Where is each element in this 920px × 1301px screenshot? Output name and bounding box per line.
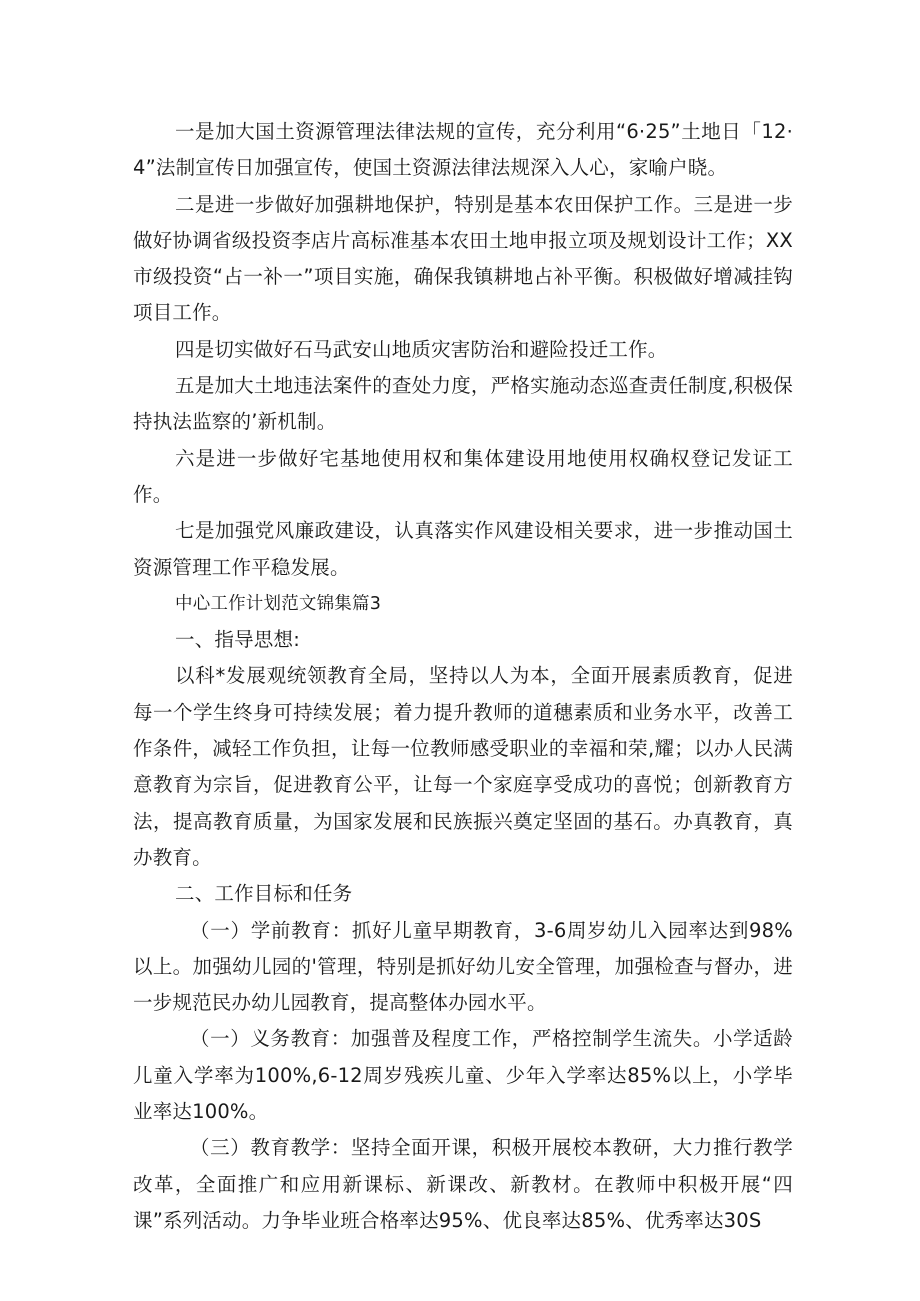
paragraph-land-law-publicity: 一是加大国土资源管理法律法规的宣传，充分利用“6·25”土地日「12·4”法制宣传日加强宣传，使国土资源法律法规深入人心，家喻户晓。 bbox=[133, 120, 793, 180]
heading-goals-tasks: 二、工作目标和任务 bbox=[175, 882, 353, 906]
paragraph-teaching: （三）教育教学：坚持全面开课，积极开展校本教研，大力推行教学改革，全面推广和应用新课标、新课改、新教材。在教师中积极开展“四课”系列活动。力争毕业班合格率达95%、优良率达85%、优秀率达30S bbox=[133, 1136, 793, 1232]
paragraph-preschool-education: （一）学前教育：抓好儿童早期教育，3-6周岁幼儿入园率达到98%以上。加强幼儿园的'管理，特别是抓好幼儿安全管理，加强检查与督办，进一步规范民办幼儿园教育，提高整体办园水平。 bbox=[133, 918, 793, 1015]
paragraph-farmland-protection: 二是进一步做好加强耕地保护，特别是基本农田保护工作。三是进一步做好协调省级投资李店片高标准基本农田土地申报立项及规划设计工作；XX市级投资“占一补一”项目实施，确保我镇耕地占补平衡。积极做好增减挂钩项目工作。 bbox=[133, 192, 793, 325]
paragraph-land-violation: 五是加大土地违法案件的查处力度，严格实施动态巡查责任制度,积极保持执法监察的’新机制。 bbox=[133, 374, 793, 434]
paragraph-compulsory-education: （一）义务教育：加强普及程度工作，严格控制学生流失。小学适龄儿童入学率为100%,6-12周岁残疾儿童、少年入学率达85%以上，小学毕业率达100%。 bbox=[133, 1027, 793, 1124]
paragraph-geological-disaster: 四是切实做好石马武安山地质灾害防治和避险投迁工作。 bbox=[175, 337, 668, 361]
heading-guiding-ideology: 一、指导思想: bbox=[175, 628, 300, 652]
paragraph-guiding-ideology: 以科*发展观统领教育全局，坚持以人为本，全面开展素质教育，促进每一个学生终身可持续发展；着力提升教师的道穗素质和业务水平，改善工作条件，减轻工作负担，让每一位教师感受职业的幸福和荣,耀；以办人民满意教育为宗旨，促进教育公平，让每一个家庭享受成功的喜悦；创新教育方法，提高教育质量，为国家发展和民族振兴奠定坚固的基石。办真教育，真办教育。 bbox=[133, 664, 793, 869]
section-title: 中心工作计划范文锦集篇3 bbox=[175, 593, 382, 614]
paragraph-party-conduct: 七是加强党风廉政建设，认真落实作风建设相关要求，进一步推动国土资源管理工作平稳发展。 bbox=[133, 519, 793, 579]
paragraph-land-rights: 六是进一步做好宅基地使用权和集体建设用地使用权确权登记发证工作。 bbox=[133, 446, 793, 506]
document-body bbox=[133, 114, 793, 1239]
